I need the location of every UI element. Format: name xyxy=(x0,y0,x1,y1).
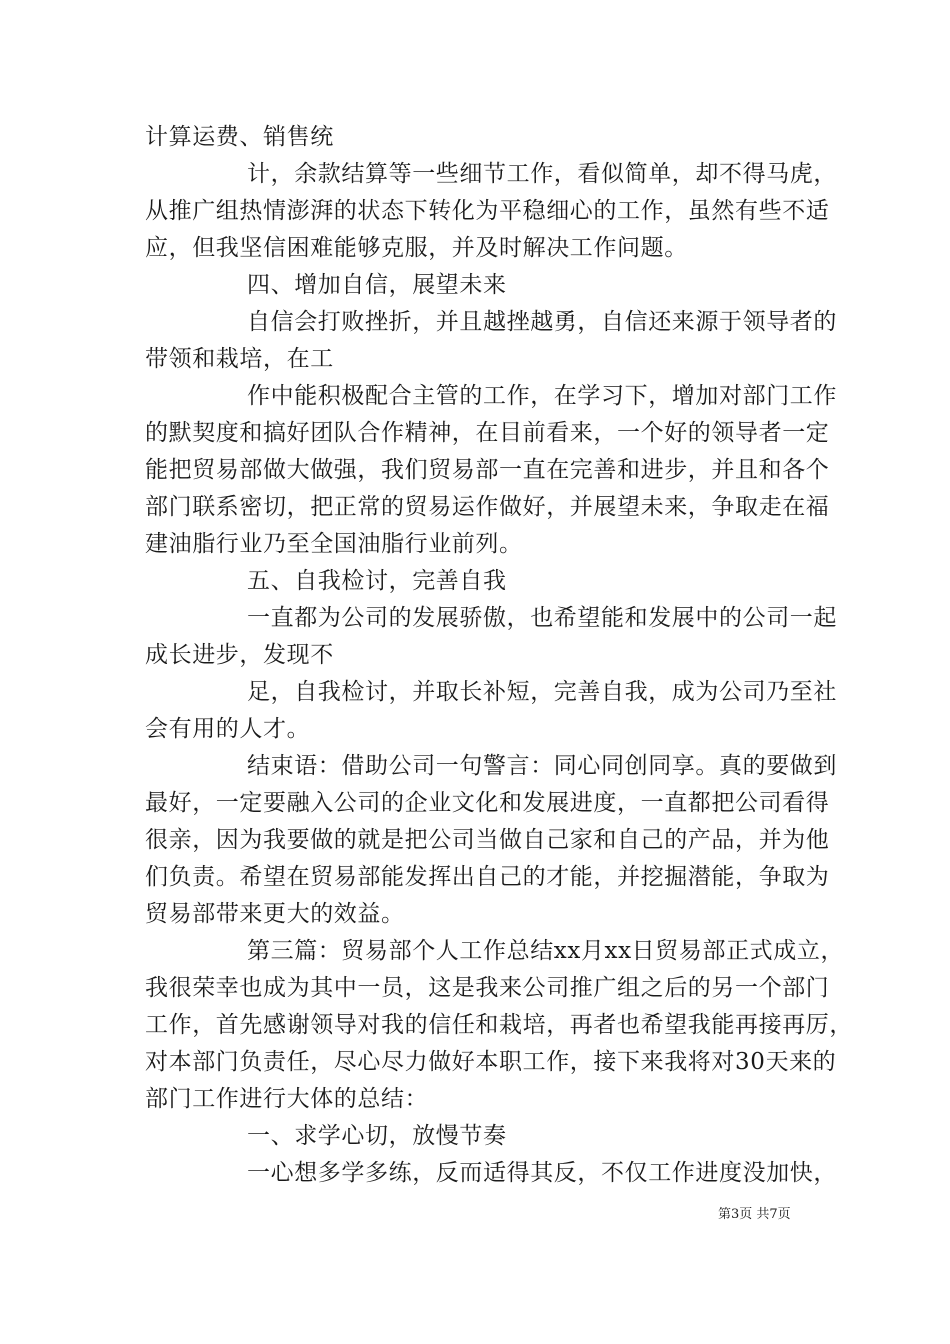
text-line: 工作，首先感谢领导对我的信任和栽培，再者也希望我能再接再厉， xyxy=(145,1012,853,1038)
text-line: 能把贸易部做大做强，我们贸易部一直在完善和进步，并且和各个 xyxy=(145,457,830,483)
text-line: 自信会打败挫折，并且越挫越勇，自信还来源于领导者的 xyxy=(247,309,837,335)
text-line: 带领和栽培，在工 xyxy=(145,346,334,372)
text-line: 一心想多学多练，反而适得其反，不仅工作进度没加快， xyxy=(247,1160,837,1186)
section-heading: 五、自我检讨，完善自我 xyxy=(247,568,507,594)
text-line: 一直都为公司的发展骄傲，也希望能和发展中的公司一起 xyxy=(247,605,837,631)
text-line: 部门联系密切，把正常的贸易运作做好，并展望未来，争取走在福 xyxy=(145,494,830,520)
text-line: 我很荣幸也成为其中一员，这是我来公司推广组之后的另一个部门 xyxy=(145,975,830,1001)
text-line: 作中能积极配合主管的工作，在学习下，增加对部门工作 xyxy=(247,383,837,409)
text-line: 从推广组热情澎湃的状态下转化为平稳细心的工作，虽然有些不适 xyxy=(145,198,830,224)
text-line: 足，自我检讨，并取长补短，完善自我，成为公司乃至社 xyxy=(247,679,837,705)
text-line: 最好，一定要融入公司的企业文化和发展进度，一直都把公司看得 xyxy=(145,790,830,816)
section-heading: 四、增加自信，展望未来 xyxy=(247,272,507,298)
text-line: 应，但我坚信困难能够克服，并及时解决工作问题。 xyxy=(145,235,688,261)
text-line: 部门工作进行大体的总结： xyxy=(145,1086,429,1112)
page-indicator: 第3页 共7页 xyxy=(718,1207,791,1222)
text-line: 们负责。希望在贸易部能发挥出自己的才能，并挖掘潜能，争取为 xyxy=(145,864,830,890)
text-line: 结束语：借助公司一句警言：同心同创同享。真的要做到 xyxy=(247,753,837,779)
text-line: 计，余款结算等一些细节工作，看似简单，却不得马虎， xyxy=(247,161,837,187)
text-line: 第三篇：贸易部个人工作总结xx月xx日贸易部正式成立， xyxy=(247,938,845,964)
text-line: 会有用的人才。 xyxy=(145,716,311,742)
text-line: 对本部门负责任，尽心尽力做好本职工作，接下来我将对30天来的 xyxy=(145,1049,837,1075)
text-line: 建油脂行业乃至全国油脂行业前列。 xyxy=(145,531,523,557)
text-line: 计算运费、销售统 xyxy=(145,124,334,150)
text-line: 很亲，因为我要做的就是把公司当做自己家和自己的产品，并为他 xyxy=(145,827,830,853)
text-line: 成长进步，发现不 xyxy=(145,642,334,668)
text-line: 贸易部带来更大的效益。 xyxy=(145,901,405,927)
text-line: 的默契度和搞好团队合作精神，在目前看来，一个好的领导者一定 xyxy=(145,420,830,446)
section-heading: 一、求学心切，放慢节奏 xyxy=(247,1123,507,1149)
